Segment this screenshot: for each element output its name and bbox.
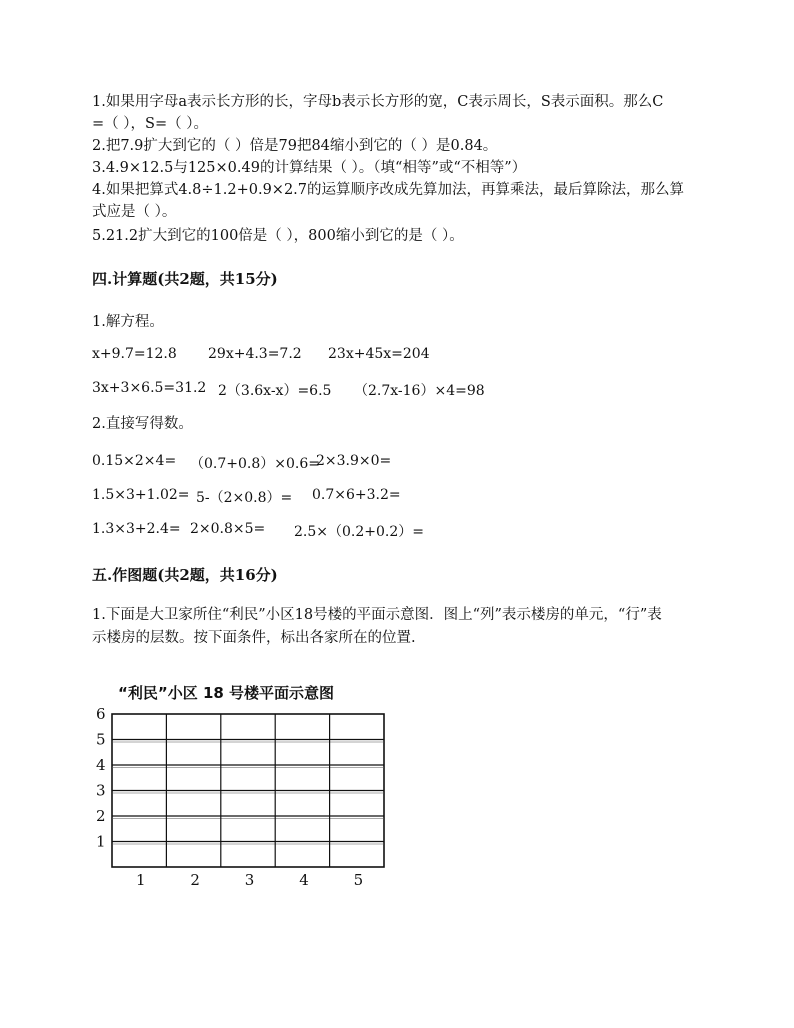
row-label: 2 <box>96 807 106 825</box>
equation: 3x+3×6.5=31.2 <box>92 380 207 396</box>
question-5-1-line-1: 1.下面是大卫家所住“利民”小区18号楼的平面示意图．图上“列”表示楼房的单元，“行”表 <box>92 607 662 623</box>
row-label: 6 <box>96 705 106 723</box>
question-3-4-line-2: 式应是（ ）。 <box>92 204 177 220</box>
question-3-4-line-1: 4.如果把算式4.8÷1.2+0.9×2.7的运算顺序改成先算加法，再算乘法，最后算除法，那么算 <box>92 182 685 198</box>
calculation: （0.7+0.8）×0.6= <box>190 456 320 472</box>
equation: （2.7x-16）×4=98 <box>354 383 485 399</box>
calculation: 2×3.9×0= <box>316 453 392 469</box>
calculation: 0.15×2×4= <box>92 453 177 469</box>
question-3-1-line-1: 1.如果用字母a表示长方形的长，字母b表示长方形的宽，C表示周长，S表示面积。那么C <box>92 94 664 110</box>
section-4-heading: 四.计算题(共2题，共15分) <box>92 270 278 288</box>
calculation: 2.5×（0.2+0.2）= <box>294 524 424 540</box>
question-5-1-line-2: 示楼房的层数。按下面条件，标出各家所在的位置. <box>92 630 416 646</box>
row-label: 3 <box>96 781 106 800</box>
column-label: 5 <box>353 871 364 889</box>
calculation: 0.7×6+3.2= <box>312 487 401 503</box>
equation: 29x+4.3=7.2 <box>208 346 302 362</box>
column-label: 4 <box>299 871 309 889</box>
column-label: 1 <box>136 871 146 889</box>
column-label: 2 <box>190 871 200 889</box>
section-5-heading: 五.作图题(共2题，共16分) <box>92 566 278 584</box>
floor-plan-grid <box>90 680 390 890</box>
calculation: 1.3×3+2.4= <box>92 521 181 537</box>
floor-plan-title: “利民”小区 18 号楼平面示意图 <box>118 684 335 702</box>
column-label: 3 <box>244 871 255 889</box>
calculation: 2×0.8×5= <box>190 521 266 537</box>
row-label: 1 <box>96 832 106 851</box>
equation: 23x+45x=204 <box>328 346 430 362</box>
row-label: 4 <box>96 756 106 774</box>
question-3-3: 3.4.9×12.5与125×0.49的计算结果（ ）。（填“相等”或“不相等”） <box>92 160 527 176</box>
row-label: 5 <box>96 730 106 749</box>
equation: 2（3.6x-x）=6.5 <box>218 383 332 399</box>
question-4-2-title: 2.直接写得数。 <box>92 416 193 432</box>
calculation: 5-（2×0.8）= <box>196 490 293 506</box>
question-4-1-title: 1.解方程。 <box>92 314 164 330</box>
question-3-1-line-2: =（ ），S=（ ）。 <box>92 116 208 132</box>
question-3-2: 2.把7.9扩大到它的（ ）倍是79把84缩小到它的（ ）是0.84。 <box>92 138 498 154</box>
calculation: 1.5×3+1.02= <box>92 487 190 503</box>
question-3-5: 5.21.2扩大到它的100倍是（ ），800缩小到它的是（ ）。 <box>92 228 464 244</box>
equation: x+9.7=12.8 <box>92 346 177 362</box>
